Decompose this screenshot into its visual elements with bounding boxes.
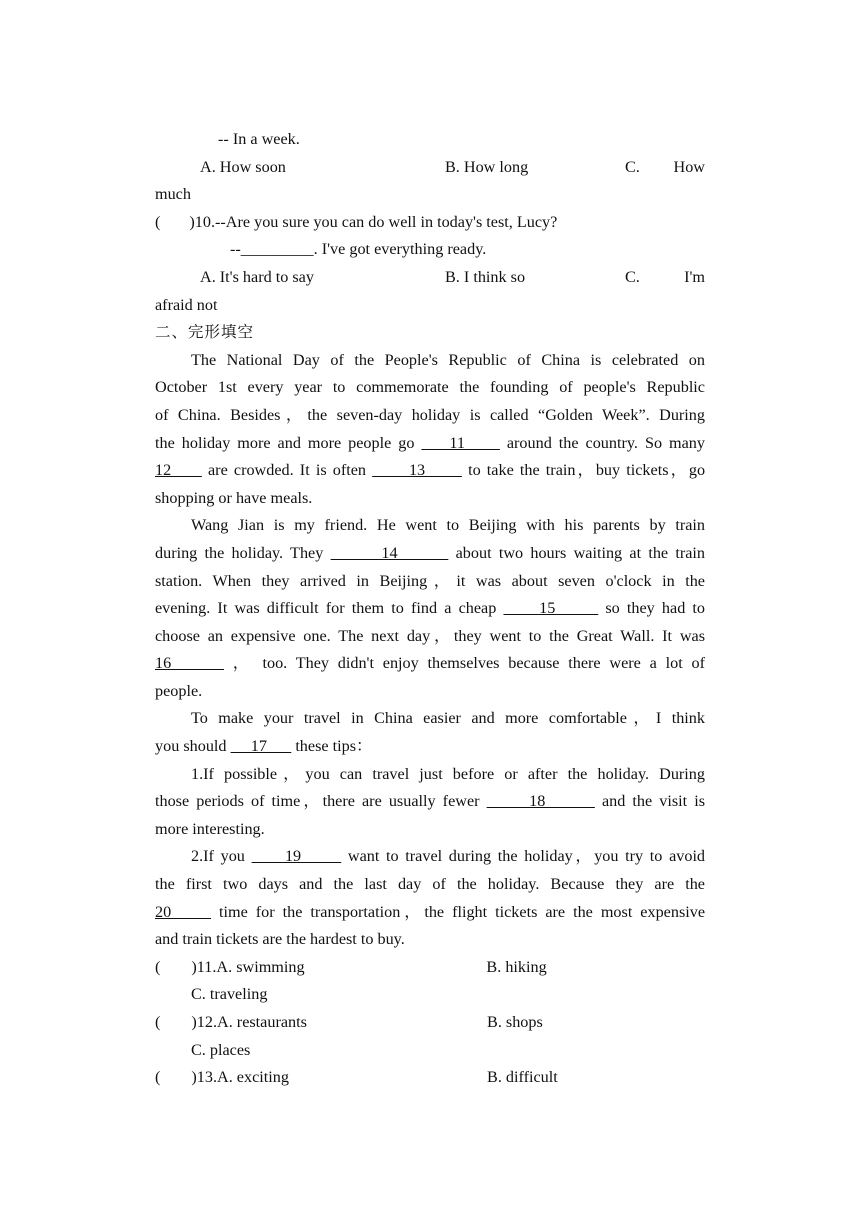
q10-question: 10.--Are you sure you can do well in today's test, Lucy?	[194, 212, 558, 231]
question-number: 13.	[196, 1068, 218, 1087]
option-b: B. hiking	[486, 957, 547, 976]
passage-text: are crowded. It is often	[208, 461, 367, 480]
q10-option-c-word: I'm	[684, 267, 705, 286]
q10-option-c-wrap-line	[155, 292, 705, 320]
passage-text: about two hours waiting at the train	[455, 543, 706, 562]
passage-line: Wang Jian is my friend. He went to Beijing with his parents by train	[191, 516, 705, 535]
q10-answer-prefix: --	[230, 240, 241, 259]
option-c: C. traveling	[191, 985, 268, 1004]
q10-question-line	[155, 209, 705, 237]
passage-line	[155, 430, 705, 458]
q9-option-a: A. How soon	[200, 157, 286, 176]
passage-text: these tips：	[295, 737, 373, 756]
option-a: A. exciting	[217, 1068, 289, 1087]
question-11-line	[155, 954, 705, 982]
blank-14: 14	[330, 543, 449, 562]
passage-line	[155, 788, 705, 816]
q9-option-c-wrap: much	[155, 185, 191, 204]
passage-line: station. When they arrived in Beijing，it was about seven o'clock in the	[155, 571, 705, 590]
option-b: B. shops	[487, 1013, 543, 1031]
passage-text: those periods of time，there are usually fewer	[155, 792, 480, 811]
passage-line: To make your travel in China easier and more comfortable，I think	[191, 709, 705, 728]
question-12-option-c-line	[155, 1037, 705, 1065]
q10-option-c-wrap: afraid not	[155, 295, 218, 314]
paren-close: )	[191, 957, 197, 976]
q9-option-c-wrap-line	[155, 181, 705, 209]
q10-paren-close: )	[189, 212, 195, 231]
passage-line: 1.If possible，you can travel just before or after the holiday. During	[191, 764, 705, 783]
blank-20: 20	[155, 902, 212, 921]
blank-18: 18	[486, 792, 595, 811]
option-a: A. restaurants	[217, 1013, 307, 1031]
blank-17: 17	[230, 737, 292, 756]
blank-11: 11	[421, 433, 500, 452]
option-a: A. swimming	[216, 957, 305, 976]
passage-line: more interesting.	[155, 819, 265, 838]
passage-text: to take the train，buy tickets，go	[468, 461, 706, 480]
passage-text: around the country. So many	[506, 433, 705, 452]
passage-text: evening. It was difficult for them to find a cheap	[155, 599, 497, 618]
q10-answer-blank: _________	[240, 240, 314, 259]
passage-text: ， too. They didn't enjoy themselves because there were a lot of	[232, 654, 706, 673]
blank-12: 12	[155, 461, 202, 480]
q9-answer: -- In a week.	[218, 130, 300, 148]
passage-line: October 1st every year to commemorate the founding of people's Republic	[155, 378, 705, 397]
question-11-option-c-line	[155, 981, 705, 1009]
passage-line	[155, 843, 705, 871]
paren-close: )	[191, 1068, 197, 1087]
passage-line: of China. Besides，the seven-day holiday is called “Golden Week”. During	[155, 405, 705, 424]
passage-line	[155, 595, 705, 623]
q9-option-b: B. How long	[445, 157, 529, 176]
blank-19: 19	[251, 847, 342, 866]
q10-paren-open: (	[155, 212, 161, 231]
passage-line: people.	[155, 681, 203, 700]
passage-text: you should	[155, 737, 227, 756]
paren-open: (	[155, 957, 161, 976]
passage-line	[155, 540, 705, 568]
q10-answer-line	[155, 236, 705, 264]
passage-line	[155, 733, 705, 761]
passage-text: so they had to	[605, 599, 706, 618]
question-number: 11.	[196, 957, 217, 976]
blank-16: 16	[155, 654, 224, 673]
section-heading: 二、完形填空	[155, 323, 255, 342]
option-b: B. difficult	[487, 1068, 558, 1087]
passage-text: 2.If you	[191, 847, 245, 866]
passage-line: the first two days and the last day of the holiday. Because they are the	[155, 875, 705, 894]
question-number: 12.	[196, 1013, 218, 1031]
passage-text: and the visit is	[601, 792, 706, 811]
q9-options	[155, 154, 705, 182]
passage-line: The National Day of the People's Republic of China is celebrated on	[191, 350, 705, 369]
passage-text: during the holiday. They	[155, 543, 324, 562]
passage-line: choose an expensive one. The next day，they went to the Great Wall. It was	[155, 626, 705, 645]
paren-close: )	[191, 1013, 197, 1031]
passage-text: the holiday more and more people go	[155, 433, 415, 452]
passage-line	[155, 457, 705, 485]
q9-option-c-word: How	[673, 157, 705, 176]
q10-option-a: A. It's hard to say	[200, 267, 314, 286]
passage-line: shopping or have meals.	[155, 488, 313, 507]
q10-option-c-label: C.	[625, 267, 640, 286]
q10-answer-suffix: . I've got everything ready.	[313, 240, 487, 259]
passage-line: and train tickets are the hardest to buy.	[155, 930, 405, 949]
q10-options	[155, 264, 705, 292]
question-12-line	[155, 1009, 705, 1037]
q9-option-c-label: C.	[625, 157, 640, 176]
document-page	[155, 126, 705, 1092]
option-c: C. places	[191, 1040, 251, 1059]
passage-text: want to travel during the holiday，you try to avoid	[347, 847, 706, 866]
passage-line	[155, 650, 705, 678]
paren-open: (	[155, 1013, 161, 1031]
q9-answer-line	[155, 126, 705, 154]
question-13-line	[155, 1064, 705, 1092]
passage-text: time for the transportation，the flight tickets are the most expensive	[219, 902, 706, 921]
q10-option-b: B. I think so	[445, 267, 526, 286]
blank-13: 13	[372, 461, 462, 480]
paren-open: (	[155, 1068, 161, 1087]
passage-line	[155, 899, 705, 927]
blank-15: 15	[503, 599, 599, 618]
